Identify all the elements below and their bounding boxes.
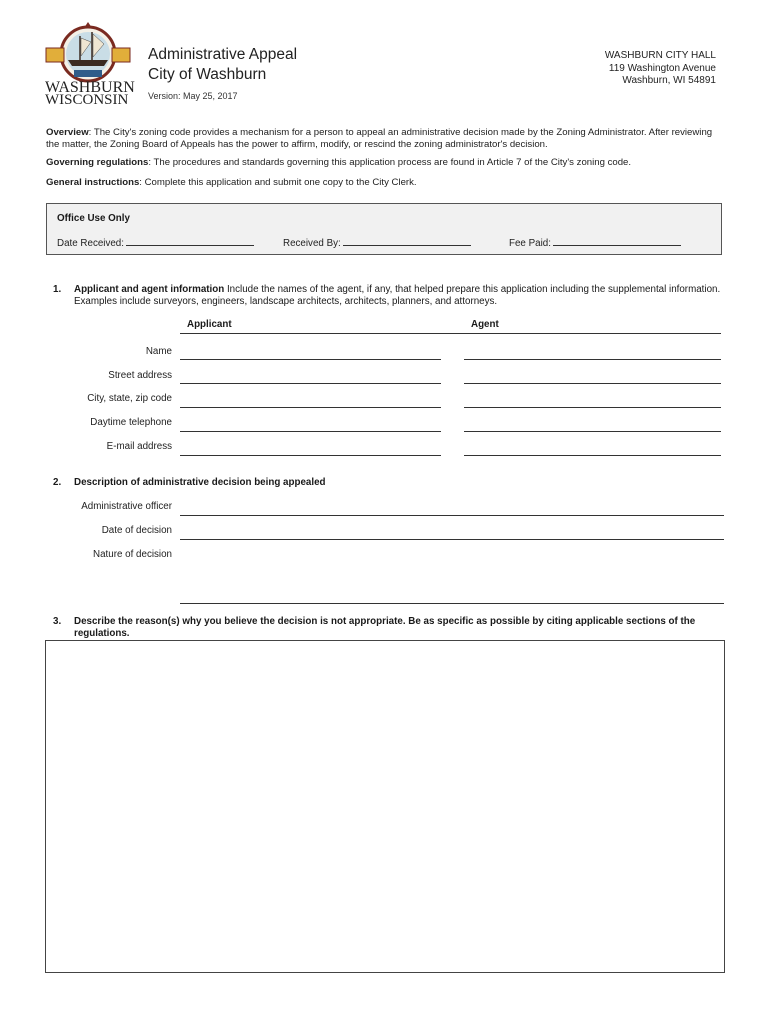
governing-paragraph — [46, 157, 726, 169]
office-fee-paid-label: Fee Paid: — [509, 238, 551, 249]
section-2-title: Description of administrative decision being appealed — [74, 477, 326, 488]
office-use-box — [46, 203, 722, 255]
office-fee-paid — [509, 235, 681, 249]
office-received-by-line[interactable] — [343, 235, 471, 246]
governing-text: : The procedures and standards governing this application process are found in Article 7 of the City's zoning code. — [148, 157, 632, 168]
section-3-number: 3. — [53, 616, 62, 627]
section-2-number: 2. — [53, 477, 62, 488]
section-1-text: Include the names of the agent, if any, that helped prepare this application including the supplemental information. Examples include surveyors, engineers, landscape architects, architects, planners, and attorneys. — [74, 284, 721, 307]
reasons-textarea[interactable] — [45, 640, 725, 973]
office-date-received — [57, 235, 254, 249]
nature-of-decision-field[interactable] — [180, 603, 724, 604]
section-2-heading — [74, 477, 724, 489]
row-label-email: E-mail address — [106, 441, 172, 452]
city-hall-address — [605, 50, 716, 88]
applicant-city-field[interactable] — [180, 407, 441, 408]
date-of-decision-field[interactable] — [180, 539, 724, 540]
agent-telephone-field[interactable] — [464, 431, 721, 432]
row-label-street: Street address — [108, 370, 172, 381]
agent-name-field[interactable] — [464, 359, 721, 360]
applicant-street-field[interactable] — [180, 383, 441, 384]
form-subtitle: City of Washburn — [148, 66, 267, 83]
form-version: Version: May 25, 2017 — [148, 91, 238, 101]
applicant-name-field[interactable] — [180, 359, 441, 360]
row-label-officer: Administrative officer — [81, 501, 172, 512]
office-use-title: Office Use Only — [57, 213, 130, 224]
applicant-telephone-field[interactable] — [180, 431, 441, 432]
overview-paragraph — [46, 127, 726, 151]
office-received-by-label: Received By: — [283, 238, 341, 249]
section-1-heading — [74, 284, 724, 308]
column-header-rule — [180, 333, 721, 334]
section-1-number: 1. — [53, 284, 62, 295]
governing-label: Governing regulations — [46, 157, 149, 168]
administrative-officer-field[interactable] — [180, 515, 724, 516]
agent-city-field[interactable] — [464, 407, 721, 408]
office-date-received-label: Date Received: — [57, 238, 124, 249]
agent-street-field[interactable] — [464, 383, 721, 384]
instructions-label: General instructions — [46, 177, 140, 188]
agent-column-header: Agent — [471, 319, 499, 330]
logo-word-washburn: WASHBURN — [45, 79, 135, 96]
instructions-paragraph — [46, 177, 726, 189]
row-label-telephone: Daytime telephone — [90, 417, 172, 428]
overview-label: Overview — [46, 127, 89, 138]
row-label-date-decision: Date of decision — [101, 525, 172, 536]
instructions-text: : Complete this application and submit one copy to the City Clerk. — [139, 177, 417, 188]
overview-text: : The City's zoning code provides a mechanism for a person to appeal an administrative decision made by the Zoning Administrator. After reviewing the matter, the Zoning Board of Appeals has the power to affirm, modify, or rescind the zoning administrator's decision. — [46, 127, 713, 150]
form-title: Administrative Appeal — [148, 46, 298, 63]
office-date-received-line[interactable] — [126, 235, 254, 246]
city-logo — [44, 20, 136, 104]
logo-word-wisconsin: WISCONSIN — [45, 92, 129, 104]
address-line-2: 119 Washington Avenue — [608, 62, 716, 74]
office-fee-paid-line[interactable] — [553, 235, 681, 246]
address-line-3: Washburn, WI 54891 — [622, 75, 716, 86]
section-1-title: Applicant and agent information — [74, 284, 225, 295]
applicant-column-header: Applicant — [187, 319, 232, 330]
address-line-1: WASHBURN CITY HALL — [604, 50, 716, 61]
row-label-nature-decision: Nature of decision — [93, 549, 172, 560]
row-label-city: City, state, zip code — [87, 393, 172, 404]
office-received-by — [283, 235, 471, 249]
section-3-title: Describe the reason(s) why you believe the decision is not appropriate. Be as specific as possible by citing applicable sections of the regulations. — [74, 616, 696, 639]
row-label-name: Name — [145, 346, 172, 357]
applicant-email-field[interactable] — [180, 455, 441, 456]
agent-email-field[interactable] — [464, 455, 721, 456]
section-3-heading — [74, 616, 724, 640]
